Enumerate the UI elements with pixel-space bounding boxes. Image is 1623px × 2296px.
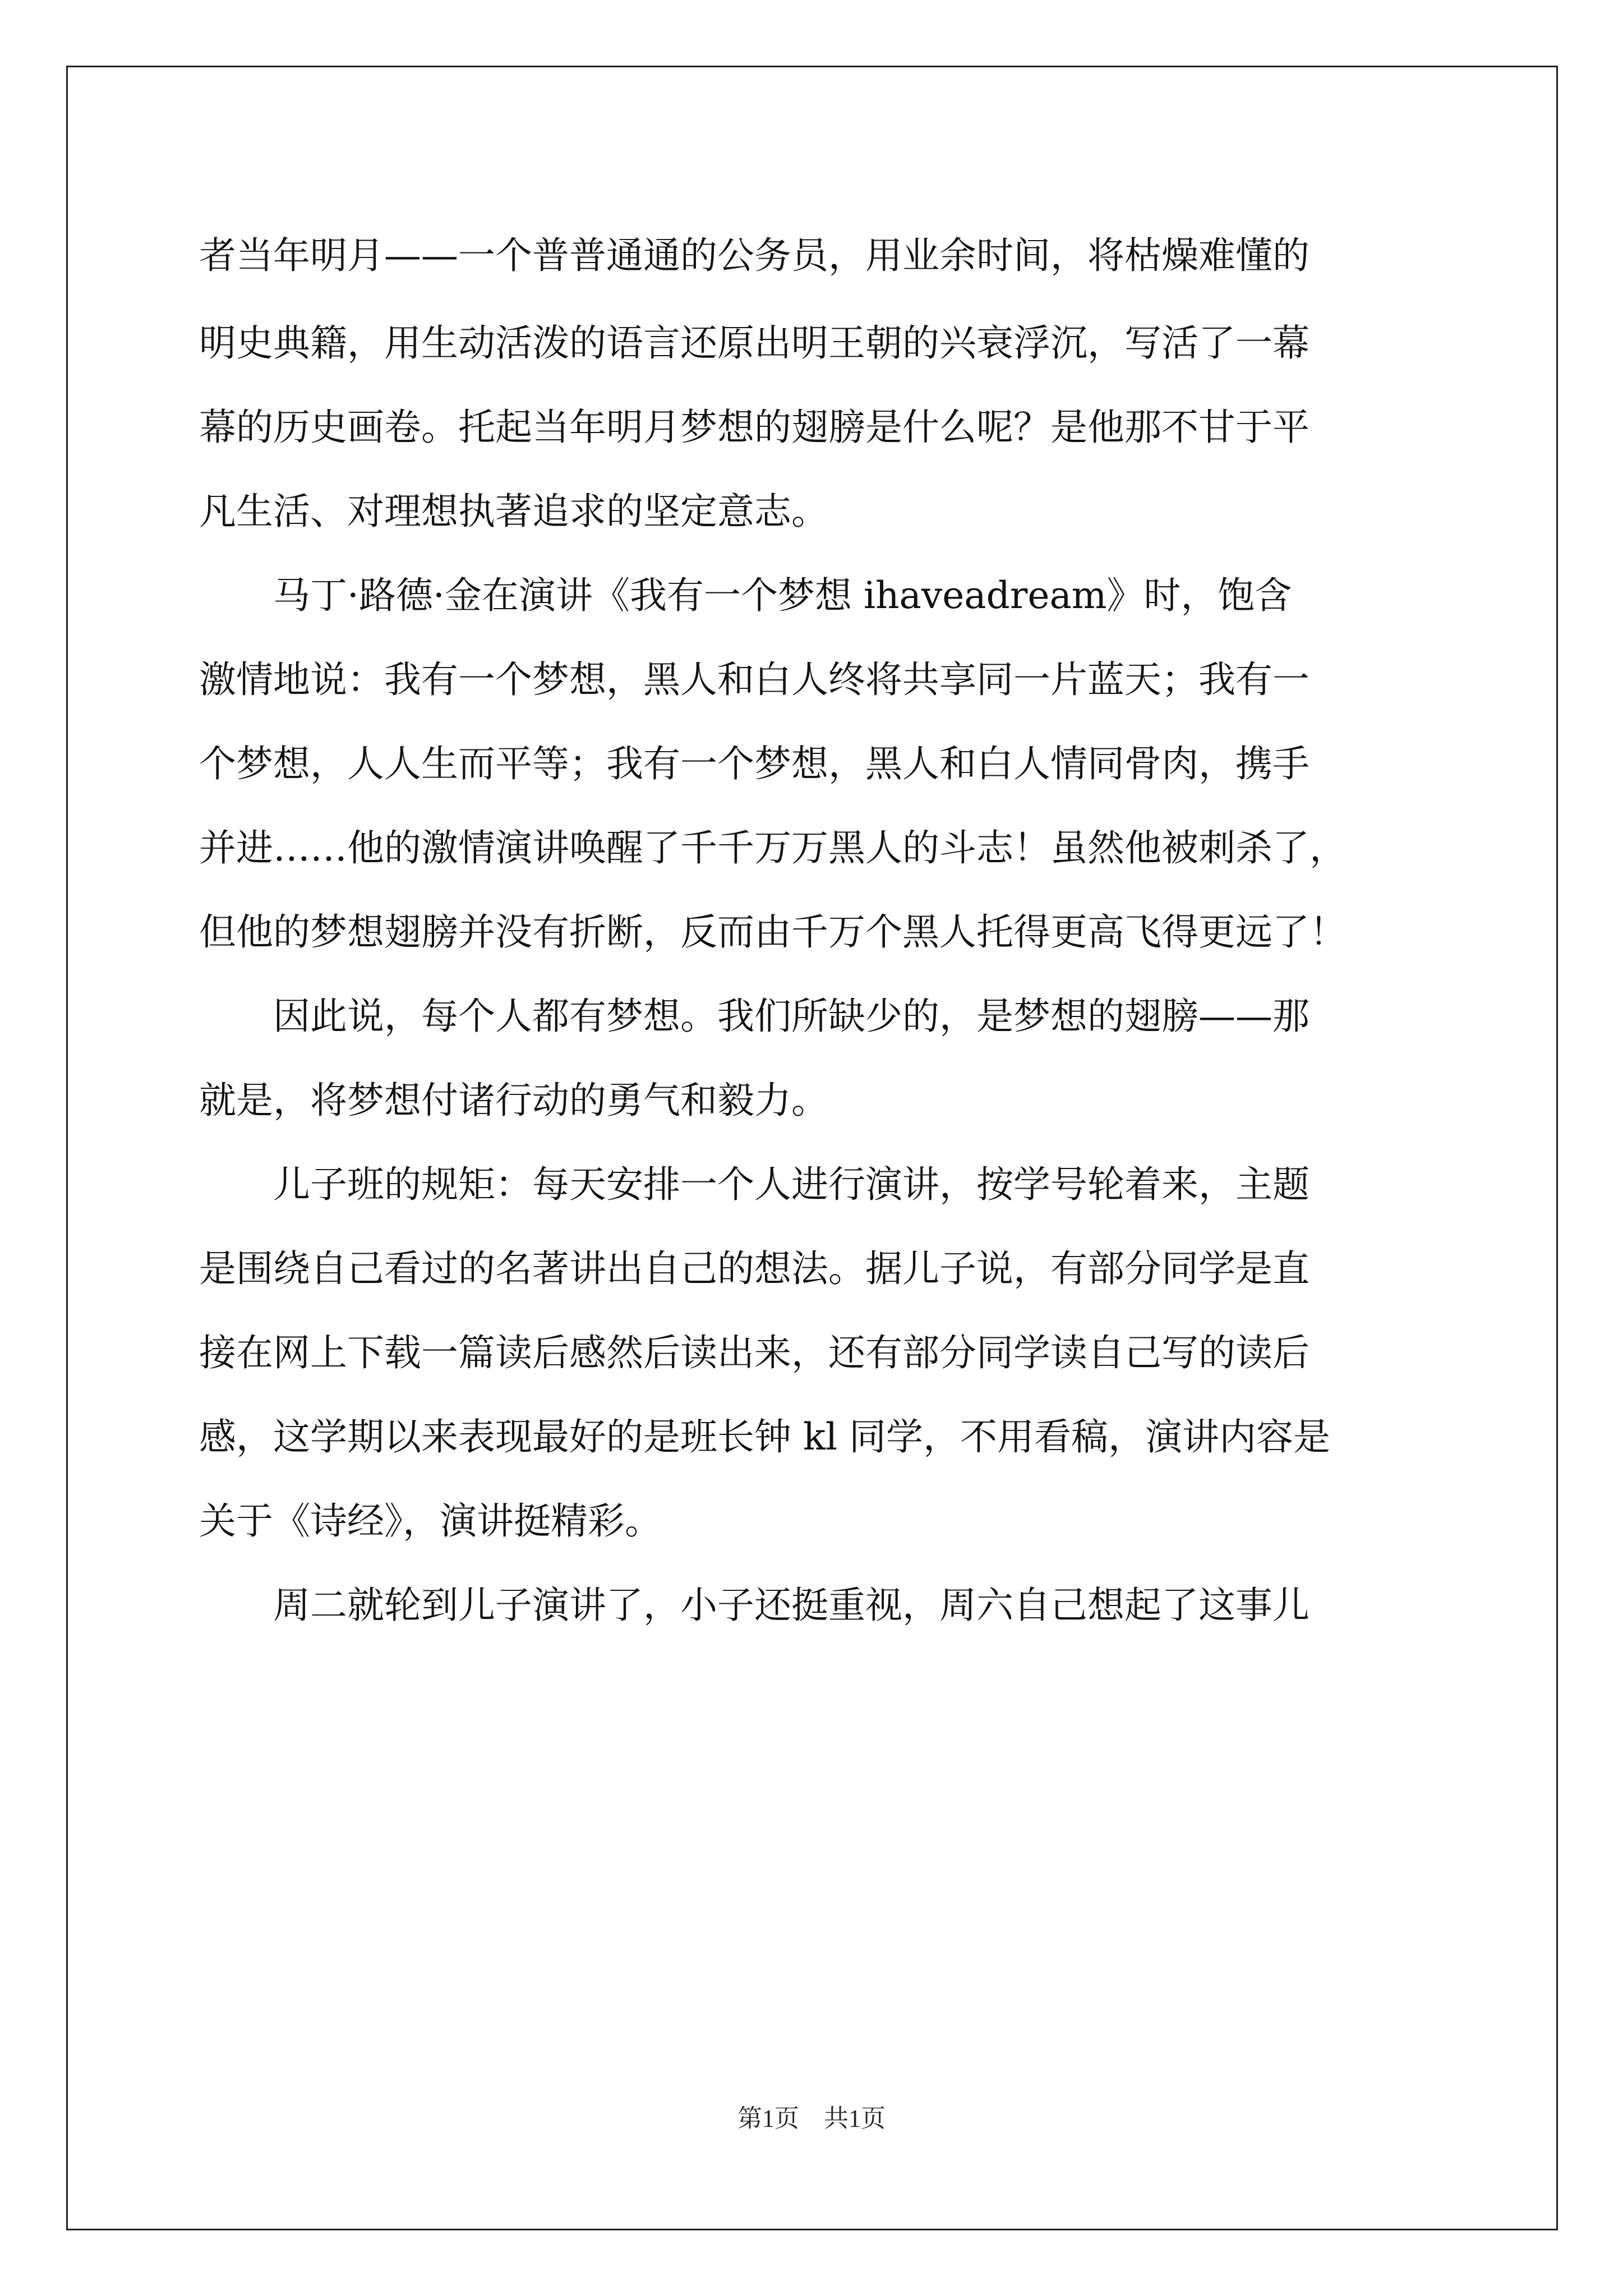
text-line: 但他的梦想翅膀并没有折断，反而由千万个黑人托得更高飞得更远了！ [199, 910, 1347, 954]
text-line: 感，这学期以来表现最好的是班长钟 kl 同学，不用看稿，演讲内容是 [199, 1415, 1331, 1458]
text-line: 幕的历史画卷。托起当年明月梦想的翅膀是什么呢？是他那不甘于平 [199, 406, 1310, 449]
page-number: 第1页 共1页 [737, 2105, 886, 2132]
text-line: 是围绕自己看过的名著讲出自己的想法。据儿子说，有部分同学是直 [199, 1247, 1310, 1290]
text-line: 马丁·路德·金在演讲《我有一个梦想 ihaveadream》时，饱含 [199, 574, 1292, 617]
text-line: 接在网上下载一篇读后感然后读出来，还有部分同学读自己写的读后 [199, 1331, 1310, 1374]
text-line: 个梦想，人人生而平等；我有一个梦想，黑人和白人情同骨肉，携手 [199, 742, 1310, 785]
text-line: 因此说，每个人都有梦想。我们所缺少的，是梦想的翅膀——那 [199, 995, 1310, 1038]
text-line: 关于《诗经》，演讲挺精彩。 [199, 1499, 662, 1543]
text-line: 者当年明月——一个普普通通的公务员，用业余时间，将枯燥难懂的 [199, 234, 1310, 277]
text-line: 就是，将梦想付诸行动的勇气和毅力。 [199, 1079, 828, 1122]
text-line: 儿子班的规矩：每天安排一个人进行演讲，按学号轮着来，主题 [199, 1163, 1310, 1206]
text-line: 周二就轮到儿子演讲了，小子还挺重视，周六自己想起了这事儿 [199, 1584, 1310, 1627]
text-line: 明史典籍，用生动活泼的语言还原出明王朝的兴衰浮沉，写活了一幕 [199, 321, 1310, 365]
text-line: 并进……他的激情演讲唤醒了千千万万黑人的斗志！虽然他被刺杀了， [199, 826, 1347, 869]
page-footer [0, 2098, 1623, 2134]
text-line: 凡生活、对理想执著追求的坚定意志。 [199, 490, 828, 533]
text-line: 激情地说：我有一个梦想，黑人和白人终将共享同一片蓝天；我有一 [199, 658, 1310, 701]
